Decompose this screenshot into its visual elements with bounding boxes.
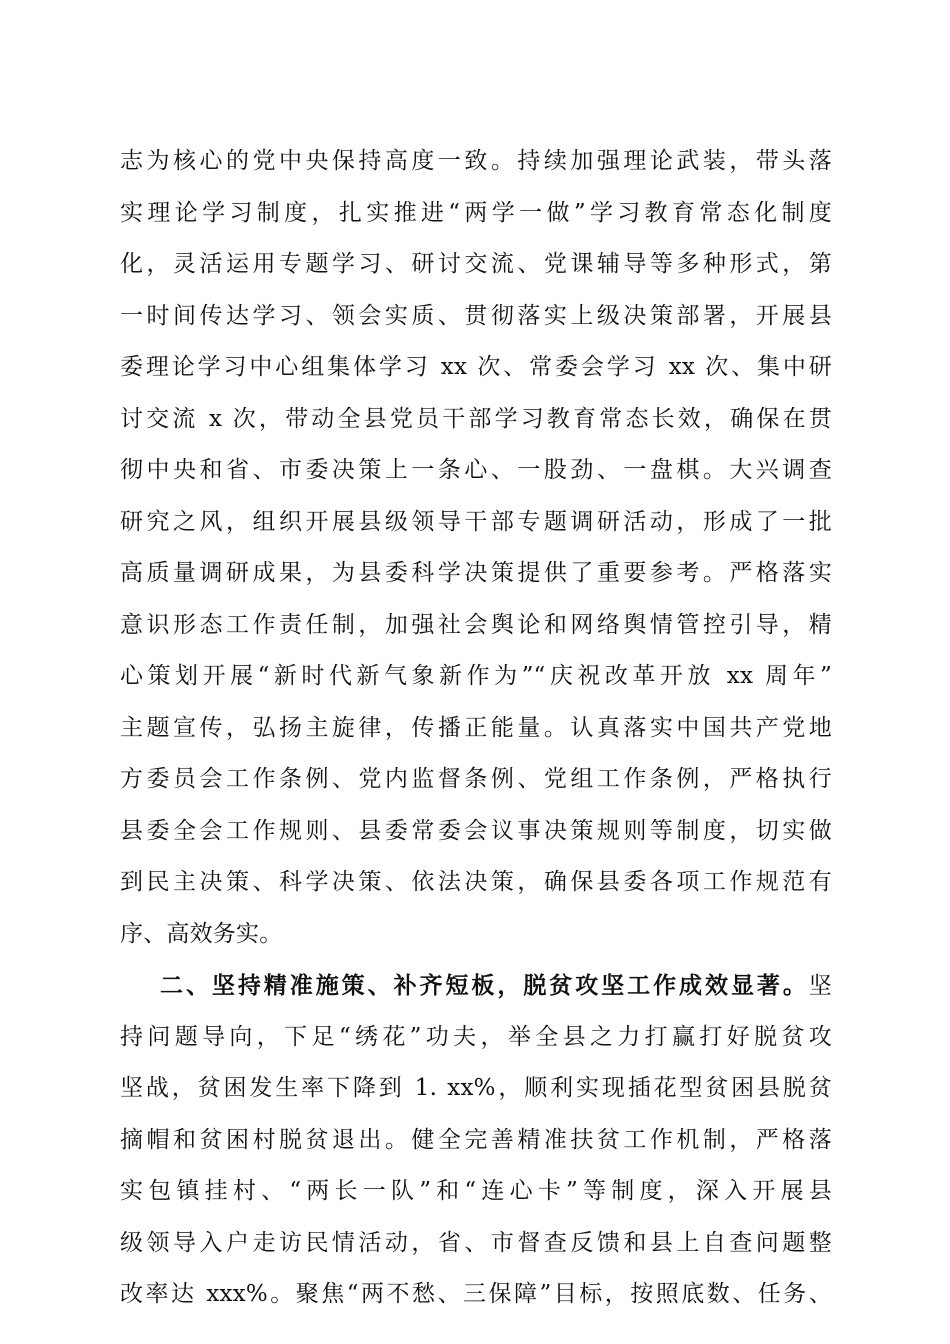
paragraph-line: 方委员会工作条例、党内监督条例、党组工作条例，严格执行 xyxy=(120,766,832,792)
document-body xyxy=(120,136,832,1321)
paragraph-line: 持问题导向，下足“绣花”功夫，举全县之力打赢打好脱贫攻 xyxy=(120,1023,832,1050)
paragraph-line: 彻中央和省、市委决策上一条心、一股劲、一盘棋。大兴调查 xyxy=(120,457,832,483)
paragraph-line: 实理论学习制度，扎实推进“两学一做”学习教育常态化制度 xyxy=(120,199,832,226)
paragraph-line: 级领导入户走访民情活动，省、市督查反馈和县上自查问题整 xyxy=(120,1229,832,1256)
paragraph-line: 坚战，贫困发生率下降到 1. xx%，顺利实现插花型贫困县脱贫 xyxy=(120,1075,832,1101)
paragraph-line: 主题宣传，弘扬主旋律，传播正能量。认真落实中国共产党地 xyxy=(120,714,832,741)
paragraph-line: 一时间传达学习、领会实质、贯彻落实上级决策部署，开展县 xyxy=(120,302,832,329)
paragraph-line: 心策划开展“新时代新气象新作为”“庆祝改革开放 xx 周年” xyxy=(120,663,832,689)
section-heading: 二、坚持精准施策、补齐短板，脱贫攻坚工作成效显著。 xyxy=(160,972,809,999)
paragraph-line: 到民主决策、科学决策、依法决策，确保县委各项工作规范有 xyxy=(120,869,832,895)
paragraph-line: 志为核心的党中央保持高度一致。持续加强理论武装，带头落 xyxy=(120,148,832,174)
paragraph-line: 高质量调研成果，为县委科学决策提供了重要参考。严格落实 xyxy=(120,560,832,586)
paragraph-line: 摘帽和贫困村脱贫退出。健全完善精准扶贫工作机制，严格落 xyxy=(120,1126,832,1153)
paragraph-line: 委理论学习中心组集体学习 xx 次、常委会学习 xx 次、集中研 xyxy=(120,354,832,380)
section-heading-tail: 坚 xyxy=(808,973,832,999)
paragraph-line: 改率达 xxx%。聚焦“两不愁、三保障”目标，按照底数、任务、 xyxy=(120,1281,832,1307)
paragraph-line: 讨交流 x 次，带动全县党员干部学习教育常态长效，确保在贯 xyxy=(120,405,832,432)
paragraph-line: 研究之风，组织开展县级领导干部专题调研活动，形成了一批 xyxy=(120,508,832,535)
paragraph-line: 意识形态工作责任制，加强社会舆论和网络舆情管控引导，精 xyxy=(120,611,832,638)
paragraph-line: 县委全会工作规则、县委常委会议事决策规则等制度，切实做 xyxy=(120,817,832,844)
paragraph-line: 实包镇挂村、“两长一队”和“连心卡”等制度，深入开展县 xyxy=(120,1178,832,1204)
section-heading-line xyxy=(120,960,832,1012)
paragraph-line: 化，灵活运用专题学习、研讨交流、党课辅导等多种形式，第 xyxy=(120,251,832,277)
paragraph-line: 序、高效务实。 xyxy=(120,920,283,947)
